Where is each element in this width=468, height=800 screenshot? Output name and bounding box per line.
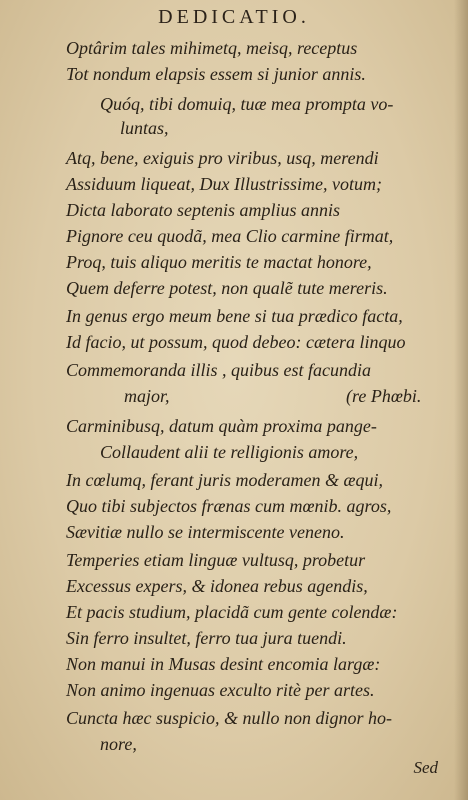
verse-line: Sævitiæ nullo se intermiscente veneno. [66, 522, 345, 542]
verse-line: Carminibusq, datum quàm proxima pange- [66, 416, 377, 436]
verse-line: Assiduum liqueat, Dux Illustrissime, votum; [66, 174, 382, 194]
verse-line: Cuncta hæc suspicio, & nullo non dignor ho- [66, 708, 392, 728]
verse-line: Quóq, tibi domuiq, tuæ mea prompta vo- [100, 94, 394, 114]
verse-line: Non manui in Musas desint encomia largæ: [66, 654, 381, 674]
verse-line: In genus ergo meum bene si tua prædico facta, [66, 306, 403, 326]
verse-line: In cœlumq, ferant juris moderamen & æqui, [66, 470, 383, 490]
verse-line: Collaudent alii te relligionis amore, [100, 442, 359, 462]
verse-line: Quo tibi subjectos frænas cum mœnib. agros, [66, 496, 392, 516]
verse-line: Quem deferre potest, non qualẽ tute mereris. [66, 278, 388, 298]
verse-line: Dicta laborato septenis amplius annis [66, 200, 340, 220]
verse-line: Pignore ceu quodã, mea Clio carmine firmat, [66, 226, 394, 246]
catchword: Sed [413, 758, 438, 777]
verse-line: luntas, [120, 118, 169, 138]
verse-line: Commemoranda illis , quibus est facundia [66, 360, 371, 380]
verse-line: Et pacis studium, placidã cum gente colendæ: [66, 602, 398, 622]
verse-line: major, [124, 386, 170, 406]
verse-line: Non animo ingenuas exculto ritè per artes. [66, 680, 375, 700]
page-edge-shadow [454, 0, 468, 800]
page-header: DEDICATIO. [158, 6, 310, 28]
verse-line: nore, [100, 734, 137, 754]
verse-line: Excessus expers, & idonea rebus agendis, [66, 576, 368, 596]
verse-line: Temperies etiam linguæ vultusq, probetur [66, 550, 366, 570]
verse-line: Tot nondum elapsis essem si junior annis. [66, 64, 366, 84]
verse-line: Proq, tuis aliquo meritis te mactat honore, [66, 252, 372, 272]
verse-line: Sin ferro insultet, ferro tua jura tuendi. [66, 628, 347, 648]
verse-line: Id facio, ut possum, quod debeo: cætera linquo [66, 332, 406, 352]
verse-line: Atq, bene, exiguis pro viribus, usq, merendi [66, 148, 379, 168]
verse-line: (re Phœbi. [346, 386, 422, 406]
verse-line: Optârim tales mihimetq, meisq, receptus [66, 38, 358, 58]
